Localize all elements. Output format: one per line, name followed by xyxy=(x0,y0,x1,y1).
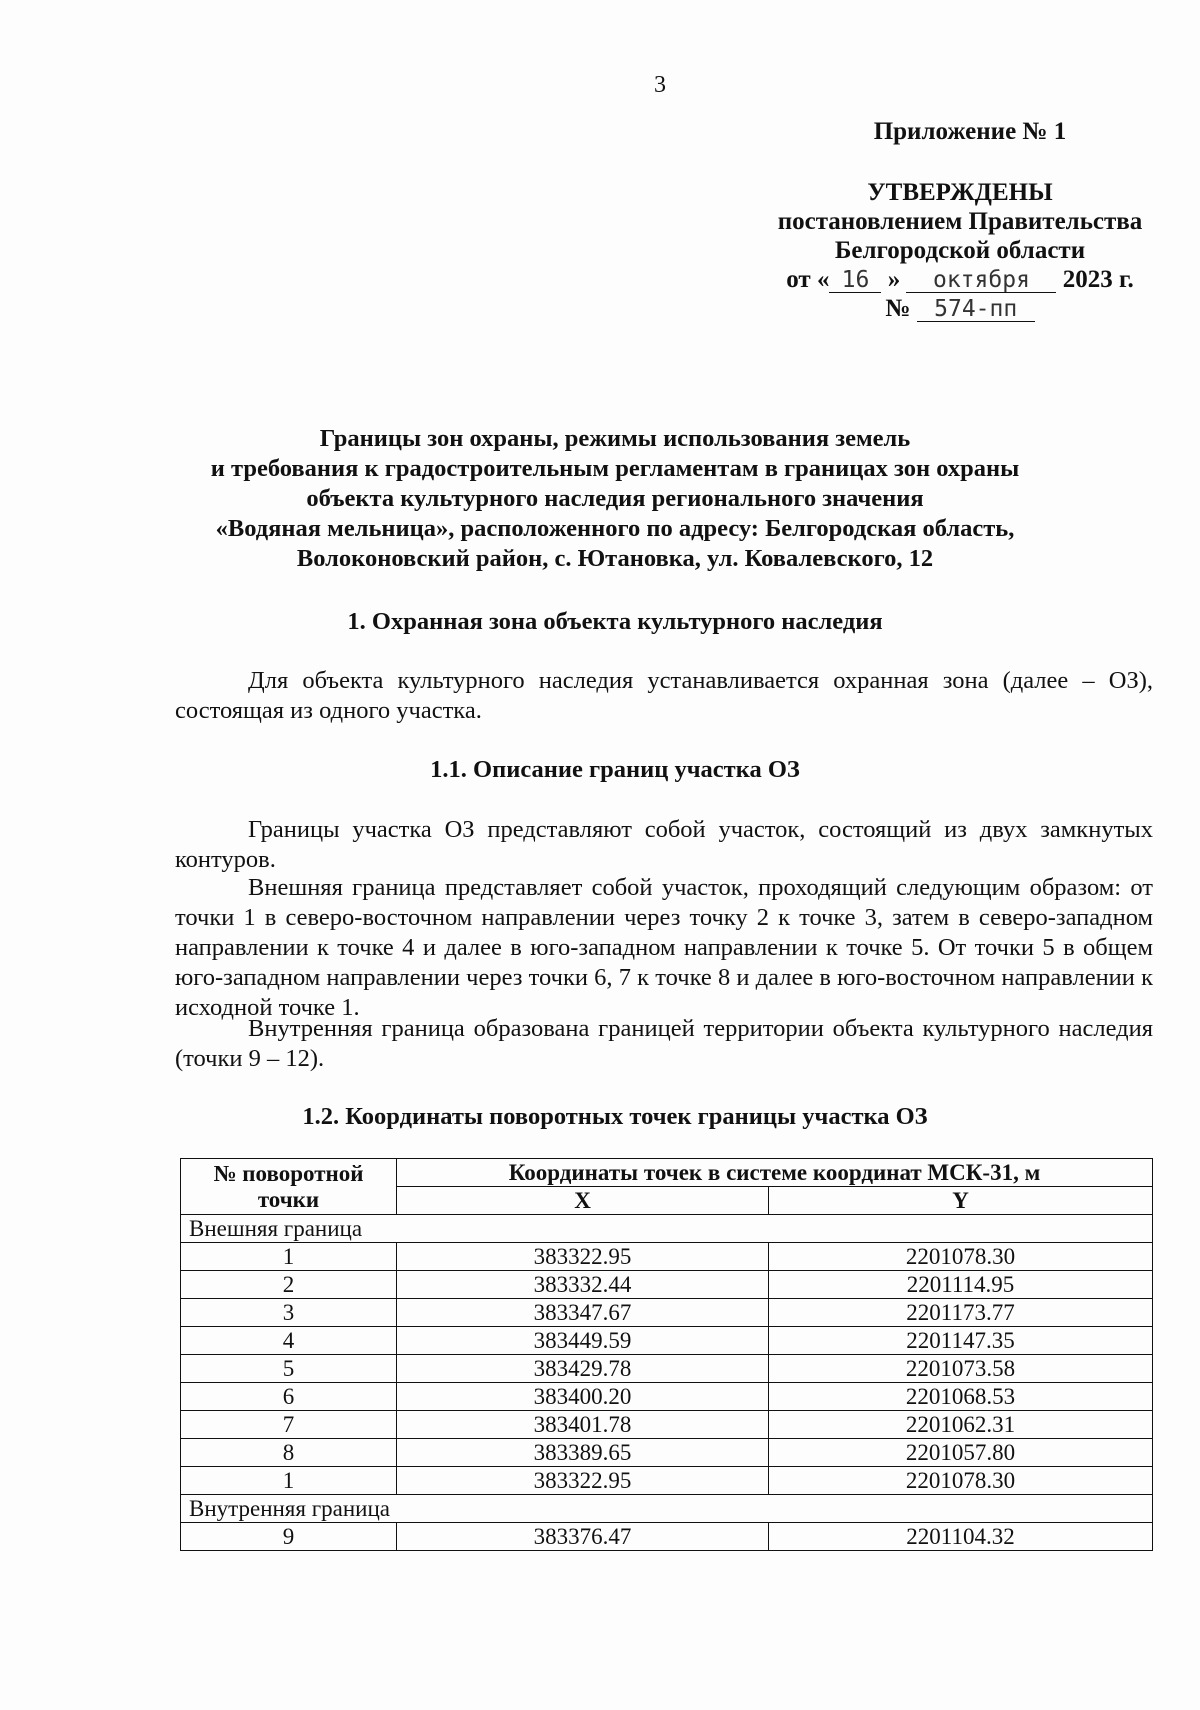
date-prefix: от « xyxy=(786,266,830,293)
x-cell: 383322.95 xyxy=(397,1243,769,1271)
document-title xyxy=(150,424,1080,574)
appendix-label: Приложение № 1 xyxy=(873,118,1067,145)
x-cell: 383401.78 xyxy=(397,1411,769,1439)
y-cell: 2201073.58 xyxy=(769,1355,1153,1383)
table-row xyxy=(181,1439,1153,1467)
outer-boundary-label: Внешняя граница xyxy=(181,1215,1153,1243)
title-line: «Водяная мельница», расположенного по адресу: Белгородская область, xyxy=(215,515,1015,542)
x-cell: 383347.67 xyxy=(397,1299,769,1327)
y-cell: 2201062.31 xyxy=(769,1411,1153,1439)
table-row xyxy=(181,1355,1153,1383)
point-cell: 8 xyxy=(181,1439,397,1467)
table-row xyxy=(181,1411,1153,1439)
x-cell: 383376.47 xyxy=(397,1523,769,1551)
date-mid: » xyxy=(887,266,901,293)
section-1-1-paragraph-3: Внутренняя граница образована границей территории объекта культурного наследия (точки 9 – 12). xyxy=(175,1015,1153,1072)
y-cell: 2201173.77 xyxy=(769,1299,1153,1327)
section-1-heading: 1. Охранная зона объекта культурного наследия xyxy=(347,608,883,635)
section-1-1-heading: 1.1. Описание границ участка ОЗ xyxy=(430,756,800,783)
date-year: 2023 г. xyxy=(1062,266,1134,293)
x-cell: 383400.20 xyxy=(397,1383,769,1411)
point-cell: 9 xyxy=(181,1523,397,1551)
number-prefix: № xyxy=(885,295,911,322)
x-cell: 383332.44 xyxy=(397,1271,769,1299)
y-cell: 2201078.30 xyxy=(769,1243,1153,1271)
approval-number xyxy=(745,294,1175,323)
section-1-1-paragraph-1: Границы участка ОЗ представляют собой участок, состоящий из двух замкнутых контуров. xyxy=(175,816,1153,873)
point-cell: 2 xyxy=(181,1271,397,1299)
decree-number: 574-пп xyxy=(917,297,1035,322)
title-line: Волоконовский район, с. Ютановка, ул. Ковалевского, 12 xyxy=(296,545,934,572)
date-day: 16 xyxy=(829,268,881,293)
point-cell: 7 xyxy=(181,1411,397,1439)
page-number: 3 xyxy=(654,72,666,98)
y-cell: 2201057.80 xyxy=(769,1439,1153,1467)
point-cell: 6 xyxy=(181,1383,397,1411)
table-row xyxy=(181,1299,1153,1327)
y-cell: 2201147.35 xyxy=(769,1327,1153,1355)
section-1-paragraph: Для объекта культурного наследия устанавливается охранная зона (далее – ОЗ), состоящая из одного участка. xyxy=(175,667,1153,724)
approval-line-2: Белгородской области xyxy=(834,237,1086,264)
section-1-2-heading: 1.2. Координаты поворотных точек границы участка ОЗ xyxy=(302,1103,928,1130)
coordinates-header: Координаты точек в системе координат МСК-31, м xyxy=(397,1159,1153,1187)
coordinates-table xyxy=(180,1158,1153,1551)
approval-date xyxy=(745,265,1175,294)
approved-heading: УТВЕРЖДЕНЫ xyxy=(867,179,1053,206)
date-month: октября xyxy=(906,268,1056,293)
inner-boundary-label: Внутренняя граница xyxy=(181,1495,1153,1523)
point-cell: 1 xyxy=(181,1243,397,1271)
table-row xyxy=(181,1271,1153,1299)
x-cell: 383429.78 xyxy=(397,1355,769,1383)
y-cell: 2201104.32 xyxy=(769,1523,1153,1551)
table-row xyxy=(181,1243,1153,1271)
point-cell: 1 xyxy=(181,1467,397,1495)
y-header: Y xyxy=(769,1187,1153,1215)
approval-block xyxy=(745,178,1175,323)
x-header: X xyxy=(397,1187,769,1215)
point-number-header: № поворотной точки xyxy=(181,1159,397,1215)
title-line: объекта культурного наследия регионального значения xyxy=(306,485,924,512)
x-cell: 383389.65 xyxy=(397,1439,769,1467)
table-row xyxy=(181,1383,1153,1411)
table-row xyxy=(181,1327,1153,1355)
title-line: Границы зон охраны, режимы использования земель xyxy=(319,425,911,452)
section-1-1-paragraph-2: Внешняя граница представляет собой участок, проходящий следующим образом: от точки 1 в северо-восточном направлении через точку 2 к точке 3, затем в северо-западном направлении к точке 4 и далее в юго-западном направлении к точке 5. От точки 5 в общем юго-западном направлении через точки 6, 7 к точке 8 и далее в юго-восточном направлении к исходной точке 1. xyxy=(175,874,1153,1021)
y-cell: 2201114.95 xyxy=(769,1271,1153,1299)
table-row xyxy=(181,1523,1153,1551)
x-cell: 383449.59 xyxy=(397,1327,769,1355)
title-line: и требования к градостроительным регламентам в границах зон охраны xyxy=(210,455,1020,482)
table-body xyxy=(181,1215,1153,1551)
table-row xyxy=(181,1467,1153,1495)
approval-line-1: постановлением Правительства xyxy=(777,208,1143,235)
y-cell: 2201068.53 xyxy=(769,1383,1153,1411)
y-cell: 2201078.30 xyxy=(769,1467,1153,1495)
x-cell: 383322.95 xyxy=(397,1467,769,1495)
point-cell: 3 xyxy=(181,1299,397,1327)
point-cell: 5 xyxy=(181,1355,397,1383)
point-cell: 4 xyxy=(181,1327,397,1355)
